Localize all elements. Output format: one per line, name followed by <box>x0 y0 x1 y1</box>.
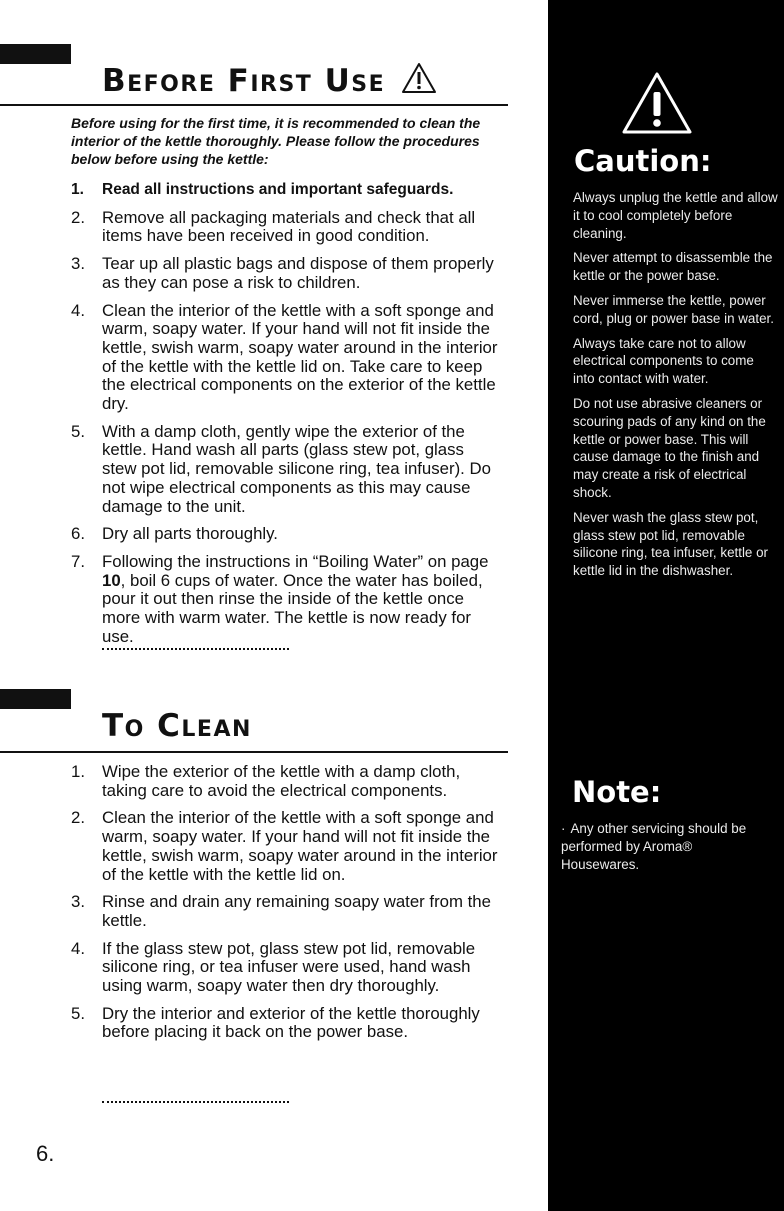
step-number: 4. <box>71 938 85 958</box>
note-title: Note: <box>572 775 662 809</box>
step-text: With a damp cloth, gently wipe the exterior of the kettle. Hand wash all parts (glass stew pot, glass stew pot lid, removable silicone ring, tea infuser). Do not wipe electrical components as this may cause damage to the unit. <box>102 421 491 516</box>
list-item <box>71 763 503 800</box>
to-clean-heading <box>102 708 252 744</box>
list-item <box>71 553 503 647</box>
list-item <box>71 255 503 292</box>
step-number: 3. <box>71 254 85 274</box>
warning-triangle-icon <box>621 70 693 136</box>
caution-title: Caution: <box>574 144 712 178</box>
step-number: 1. <box>71 181 84 198</box>
note-bullet: · <box>561 821 566 836</box>
list-item <box>71 423 503 517</box>
before-first-use-title: Before First Use <box>102 63 386 99</box>
step-number: 4. <box>71 300 85 320</box>
warning-triangle-icon <box>401 62 437 94</box>
list-item <box>71 1005 503 1042</box>
to-clean-title: To Clean <box>102 708 252 744</box>
list-item <box>71 209 503 246</box>
list-item <box>71 893 503 930</box>
caution-item: Never attempt to disassemble the kettle or the power base. <box>573 250 773 284</box>
step-number: 2. <box>71 207 85 227</box>
caution-list <box>573 189 778 587</box>
step-number: 5. <box>71 421 85 441</box>
step-number: 5. <box>71 1003 85 1023</box>
list-item <box>71 940 503 996</box>
caution-item: Always take care not to allow electrical components to come into contact with water. <box>573 335 754 387</box>
list-item <box>71 809 503 884</box>
section-divider <box>0 104 508 106</box>
page-reference: 10 <box>102 570 121 590</box>
step-text: Wipe the exterior of the kettle with a damp cloth, taking care to avoid the electrical components. <box>102 762 461 800</box>
step-text: Clean the interior of the kettle with a soft sponge and warm, soapy water. If your hand will not fit inside the kettle, swish warm, soapy water around in the interior of the kettle with the kettle lid on. <box>102 808 498 884</box>
list-item <box>71 302 503 414</box>
step-text-before: Following the instructions in “Boiling Water” on page <box>102 551 489 571</box>
caution-item: Always unplug the kettle and allow it to cool completely before cleaning. <box>573 190 778 241</box>
list-item <box>71 181 503 200</box>
section-tab-marker <box>0 689 71 709</box>
step-text: Read all instructions and important safeguards. <box>102 181 454 198</box>
to-clean-steps <box>71 763 503 1042</box>
caution-item: Never wash the glass stew pot, glass stew pot lid, removable silicone ring, tea infuser, kettle or kettle lid in the dishwasher. <box>573 509 769 579</box>
dotted-end-rule <box>102 1101 289 1103</box>
step-text-after: , boil 6 cups of water. Once the water has boiled, pour it out then rinse the inside of the kettle once more with warm water. The kettle is now ready for use. <box>102 570 483 646</box>
before-first-use-heading <box>102 62 437 99</box>
intro-paragraph: Before using for the first time, it is recommended to clean the interior of the kettle thoroughly. Please follow the procedures below before using the kettle: <box>71 115 481 167</box>
dotted-end-rule <box>102 648 289 650</box>
before-first-use-steps <box>71 181 503 646</box>
page-number: 6. <box>36 1141 55 1166</box>
step-text: Rinse and drain any remaining soapy water from the kettle. <box>102 892 491 930</box>
step-number: 6. <box>71 524 85 544</box>
step-number: 7. <box>71 551 85 571</box>
section-divider <box>0 751 508 753</box>
list-item <box>71 525 503 544</box>
section-tab-marker <box>0 44 71 64</box>
caution-sidebar <box>548 0 784 1211</box>
step-text: Dry all parts thoroughly. <box>102 524 278 544</box>
step-text: If the glass stew pot, glass stew pot lid, removable silicone ring, or tea infuser were used, hand wash using warm, soapy water then dry thoroughly. <box>102 938 476 996</box>
step-text: Dry the interior and exterior of the kettle thoroughly before placing it back on the power base. <box>102 1003 480 1042</box>
step-text: Tear up all plastic bags and dispose of them properly as they can pose a risk to children. <box>102 254 494 292</box>
step-text: Remove all packaging materials and check that all items have been received in good condition. <box>102 207 476 246</box>
step-text: Clean the interior of the kettle with a soft sponge and warm, soapy water. If your hand will not fit inside the kettle, swish warm, soapy water around in the interior of the kettle with the kettle lid on. Take care to keep the electrical components on the exterior of the kettle dry. <box>102 300 498 414</box>
caution-item: Do not use abrasive cleaners or scouring pads of any kind on the kettle or power base. This will cause damage to the finish and may create a risk of electrical shock. <box>573 395 766 500</box>
note-text <box>561 820 771 873</box>
caution-item: Never immerse the kettle, power cord, plug or power base in water. <box>573 292 774 326</box>
step-number: 3. <box>71 892 85 912</box>
step-number: 2. <box>71 808 85 828</box>
step-number: 1. <box>71 762 85 781</box>
note-body: Any other servicing should be performed by Aroma® Housewares. <box>561 821 747 872</box>
